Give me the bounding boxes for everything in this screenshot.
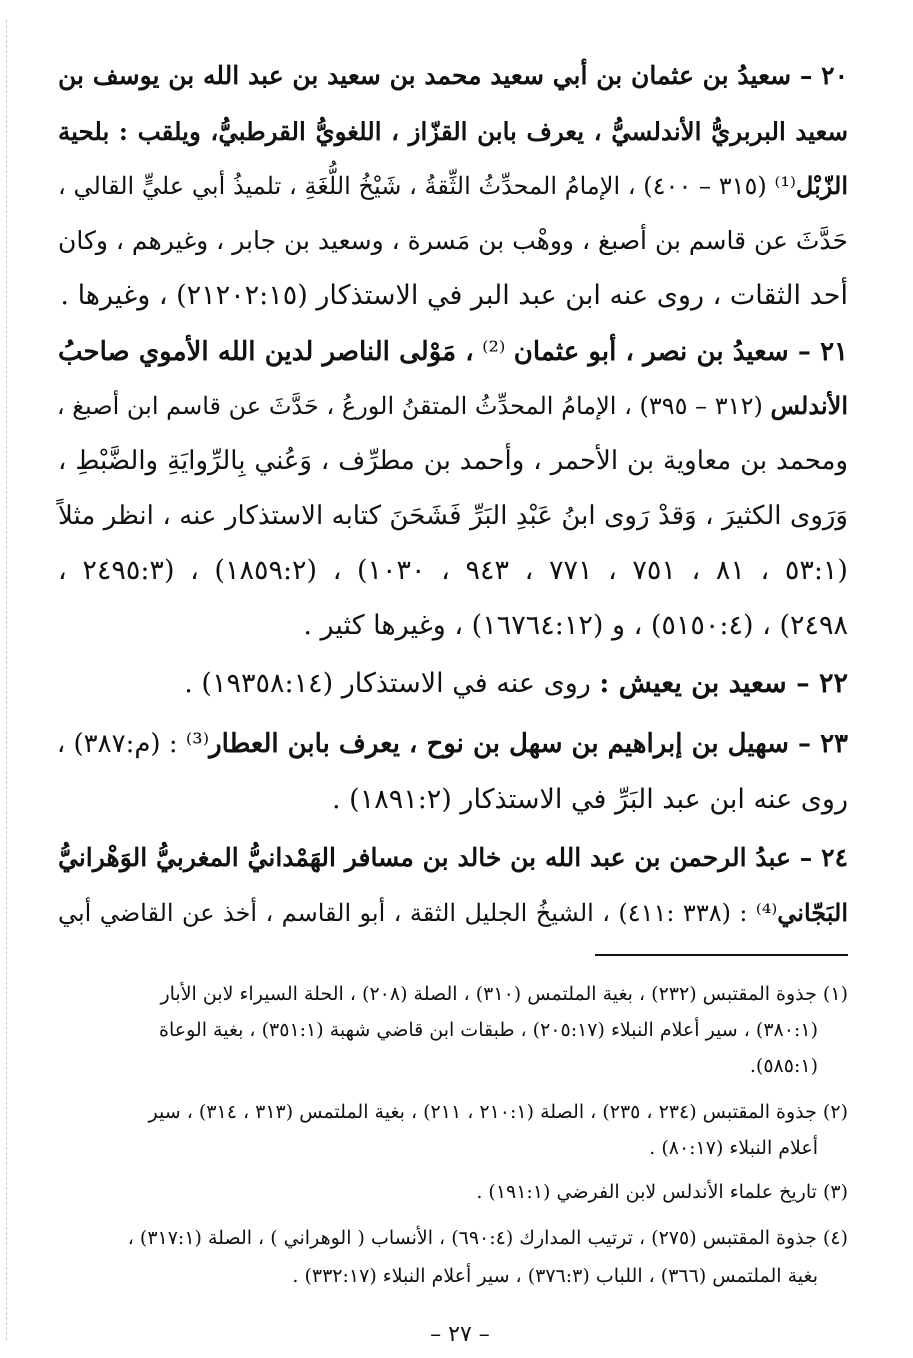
entry-heading: البَجّاني bbox=[777, 898, 848, 927]
entry-text: (٥٣:١ ، ٨١ ، ٧٥١ ، ٧٧١ ، ٩٤٣ ، ١٠٣٠) ، (١٨٥٩:٢) ، (٢٤٩٥:٣ ، bbox=[58, 555, 848, 586]
text-line bbox=[58, 386, 848, 426]
footnote-line: (٢) جذوة المقتبس (٢٣٤ ، ٢٣٥) ، الصلة (٢١٠:١ ، ٢١١) ، بغية الملتمس (٣١٣ ، ٣١٤) ، سير bbox=[148, 1101, 848, 1123]
entry-heading: ٢٣ – سهيل بن إبراهيم بن سهل بن نوح ، يعرف بابن العطار bbox=[209, 729, 848, 759]
footnote-line: (٤) جذوة المقتبس (٢٧٥) ، ترتيب المدارك (٦٩٠:٤) ، الأنساب ( الوهراني ) ، الصلة (٣١٧:١) ، bbox=[127, 1227, 848, 1249]
entry-heading: الأندلس bbox=[770, 391, 848, 420]
footnote-line: (٥٨٥:١). bbox=[749, 1055, 818, 1077]
text-line bbox=[58, 332, 848, 372]
entry-heading: ٢٢ – سعيد بن يعيش : bbox=[599, 668, 848, 699]
footnote-divider bbox=[595, 954, 848, 956]
text-line bbox=[58, 664, 848, 704]
entry-heading: الزّبْل bbox=[795, 171, 848, 200]
text-line bbox=[58, 551, 848, 591]
footnote-line: (٣) تاريخ علماء الأندلس لابن الفرضي (١٩١:١) . bbox=[476, 1181, 848, 1203]
entry-text: (٣١٢ – ٣٩٥) ، الإمامُ المحدِّثُ المتقنُ الورعُ ، حَدَّثَ عن قاسم ابن أصبغ ، bbox=[56, 392, 771, 420]
scan-edge-divider bbox=[6, 20, 7, 1340]
text-line bbox=[58, 276, 848, 316]
footnote-line: أعلام النبلاء (٨٠:١٧) . bbox=[649, 1137, 818, 1159]
text-line bbox=[58, 56, 848, 96]
entry-heading: ٢٠ – سعيدُ بن عثمان بن أبي سعيد محمد بن سعيد بن عبد الله بن يوسف بن bbox=[58, 61, 848, 90]
entry-heading: ٢٤ – عبدُ الرحمن بن عبد الله بن خالد بن مسافر الهَمْدانيُّ المغربيُّ الوَهْرانيُّ bbox=[58, 843, 848, 872]
text-line bbox=[58, 606, 848, 646]
entry-heading: سعيد البربريُّ الأندلسيُّ ، يعرف بابن القزّاز ، اللغويُّ القرطبيُّ، ويلقب : بلحية bbox=[58, 117, 848, 146]
text-line bbox=[58, 166, 848, 206]
entry-heading: ٢١ – سعيدُ بن نصر ، أبو عثمان bbox=[513, 337, 848, 367]
text-line bbox=[58, 496, 848, 536]
entry-text: ومحمد بن معاوية بن الأحمر ، وأحمد بن مطرِّف ، وَعُني بِالرِّوايَةِ والضَّبْطِ ، bbox=[58, 446, 848, 476]
entry-text: ⁽⁴⁾ : (٣٣٨ :٤١١) ، الشيخُ الجليل الثقة ، أبو القاسم ، أخذ عن القاضي أبي bbox=[58, 899, 778, 927]
entry-text: وَرَوى الكثيرَ ، وَقدْ رَوى ابنُ عَبْدِ البَرِّ فَشَحَنَ كتابه الاستذكار عنه ، انظر مثلاً bbox=[58, 501, 848, 531]
entry-text: حَدَّثَ عن قاسم بن أصبغ ، ووهْب بن مَسرة ، وسعيد بن جابر ، وغيرهم ، وكان bbox=[58, 226, 848, 255]
text-line bbox=[58, 838, 848, 878]
entry-text: ⁽³⁾ : (م:٣٨٧) ، bbox=[56, 729, 210, 759]
footnote-ref: ⁽²⁾ bbox=[473, 337, 514, 367]
entry-text: ⁽¹⁾ (٣١٥ – ٤٠٠) ، الإمامُ المحدِّثُ الثِّقةُ ، شَيْخُ اللُّغَةِ ، تلميذُ أبي عليٍّ القالي ، bbox=[58, 172, 796, 200]
text-line bbox=[58, 441, 848, 481]
entry-text: ٢٤٩٨) ، (٥١٥٠:٤) ، و (١٦٧٦٤:١٢) ، وغيرها كثير . bbox=[303, 610, 848, 641]
text-line bbox=[58, 780, 848, 820]
text-line bbox=[58, 724, 848, 764]
text-line bbox=[58, 221, 848, 261]
text-line bbox=[58, 893, 848, 933]
entry-text: روى عنه ابن عبد البَرِّ في الاستذكار (١٨٩١:٢) . bbox=[331, 784, 848, 815]
entry-text: أحد الثقات ، روى عنه ابن عبد البر في الاستذكار (٢١٢٠٢:١٥) ، وغيرها . bbox=[60, 280, 848, 311]
footnote-line: (١) جذوة المقتبس (٢٣٢) ، بغية الملتمس (٣١٠) ، الصلة (٢٠٨) ، الحلة السيراء لابن الأبار bbox=[160, 983, 848, 1005]
page-number: – ٢٧ – bbox=[430, 1322, 490, 1347]
footnote-line: بغية الملتمس (٣٦٦) ، اللباب (٣٧٦:٣) ، سير أعلام النبلاء (٣٣٢:١٧) . bbox=[292, 1265, 818, 1287]
footnote-line: (٣٨٠:١) ، سير أعلام النبلاء (٢٠٥:١٧) ، طبقات ابن قاضي شهبة (٣٥١:١) ، بغية الوعاة bbox=[159, 1019, 818, 1041]
text-line bbox=[58, 112, 848, 152]
entry-heading: ، مَوْلى الناصر لدين الله الأموي صاحبُ bbox=[58, 337, 474, 367]
entry-text: روى عنه في الاستذكار (١٩٣٥٨:١٤) . bbox=[184, 668, 600, 699]
